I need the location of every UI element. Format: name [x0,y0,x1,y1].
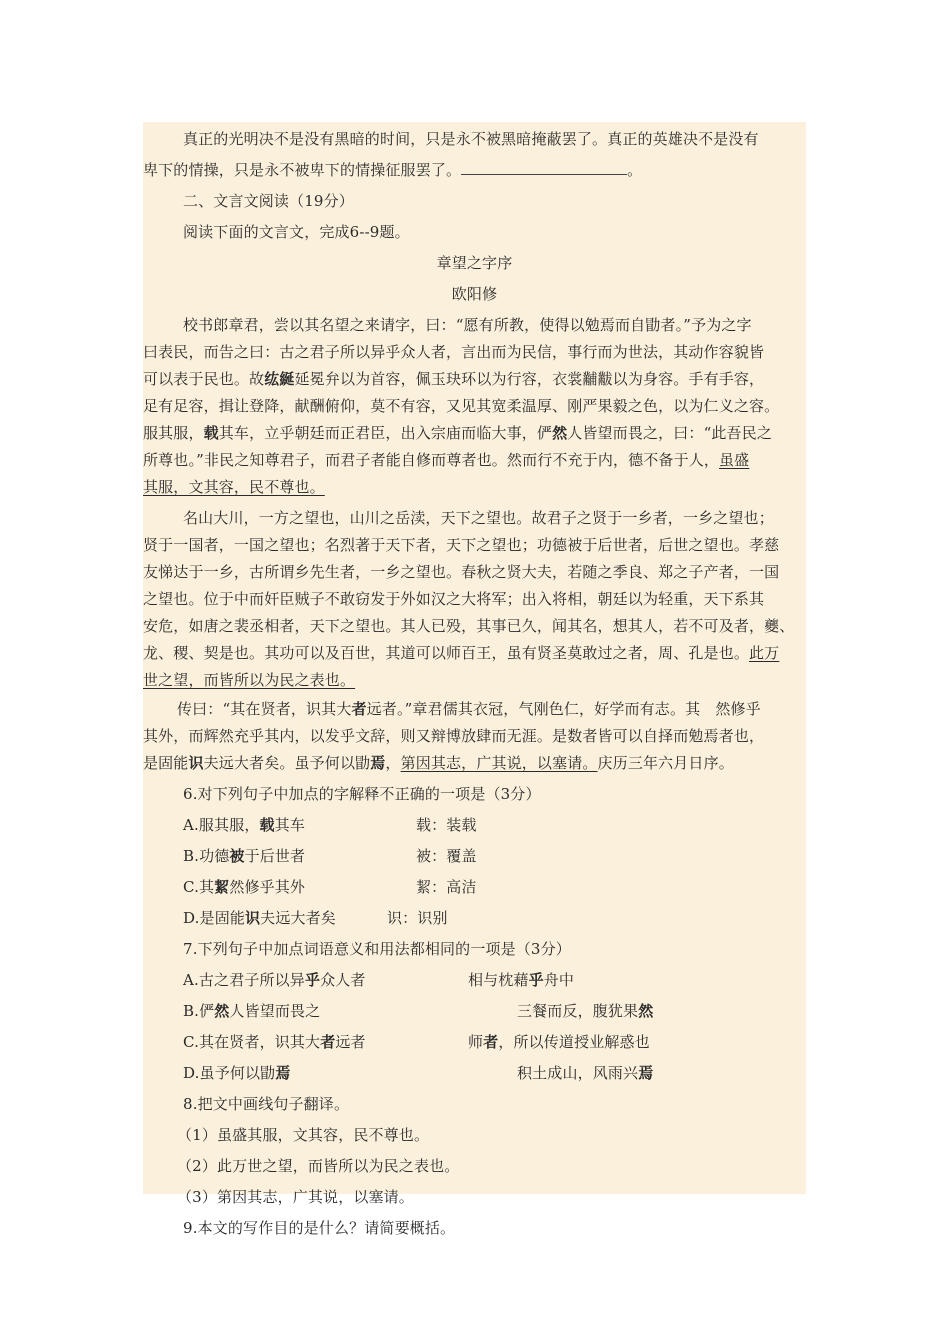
p2-line-1: 名山大川，一方之望也，山川之岳渎，天下之望也。故君子之贤于一乡者，一乡之望也； [183,509,774,527]
section-heading: 二、文言文阅读（19分） [183,192,354,210]
p2-line-4: 之望也。位于中而奸臣贼子不敢窃发于外如汉之大将军；出入将相，朝廷以为轻重，天下系其 [143,590,765,608]
p1-line-5: 服其服，载其车，立乎朝廷而正君臣，出入宗庙而临大事，俨然人皆望而畏之，曰：“此吾民之 [143,424,773,442]
q8-stem: 8.把文中画线句子翻译。 [183,1095,350,1113]
question-7 [143,934,806,1089]
q7-option-d[interactable]: D.虽予何以勖焉 积土成山，风雨兴焉 [183,1064,654,1082]
question-6 [143,779,806,934]
answer-blank[interactable] [461,160,627,175]
dotted-word: 乎 [304,971,321,989]
dotted-word: 者 [483,1033,499,1051]
q6-option-b[interactable]: B.功德被于后世者 被：覆盖 [183,847,477,865]
q6-option-a[interactable]: A.服其服，载其车 载：装载 [183,816,477,834]
p3-line-3: 是固能识夫远大者矣。虽予何以勖焉，第因其志，广其说，以塞请。庆历三年六月日序。 [143,754,734,772]
dotted-word: 焉 [638,1064,654,1082]
p2-line-5: 安危，如唐之裴丞相者，天下之望也。其人已殁，其事已久，闻其名，想其人，若不可及者，夔、 [143,617,795,635]
dotted-word: 识 [188,754,204,772]
underlined-sentence-2: 此万 [749,644,780,662]
dotted-word: 焉 [275,1064,291,1082]
dotted-word: 絜 [214,878,230,896]
dotted-word: 然 [638,1002,654,1020]
p3-line-2: 其外，而辉然充乎其内，以发乎文辞，则又辩博放肆而无涯。是数者皆可以自择而勉焉者也， [143,727,765,745]
p1-line-3: 可以表于民也。故纮綖延冕弁以为首容，佩玉玦环以为行容，衣裳黼黻以为身容。手有手容， [143,370,765,388]
p2-line-2: 贤于一国者，一国之望也；名烈著于天下者，天下之望也；功德被于后世者，后世之望也。孝慈 [143,536,780,554]
q8-item-3: （3）第因其志，广其说，以塞请。 [177,1188,414,1206]
p2-line-3: 友悌达于一乡，古所谓乡先生者，一乡之望也。春秋之贤大夫，若随之季良、郑之子产者，一国 [143,563,780,581]
p3-line-1: 传曰：“其在贤者，识其大者远者。”章君儒其衣冠，气刚色仁，好学而有志。其 然修乎 [177,700,761,718]
q8-item-2: （2）此万世之望，而皆所以为民之表也。 [177,1157,460,1175]
question-8 [143,1089,806,1213]
dotted-word: 载 [259,816,275,834]
dotted-word: 纮綖 [264,370,295,388]
question-9 [143,1213,806,1244]
underlined-sentence-1: 虽盛 [719,451,750,469]
dotted-word: 然 [552,424,568,442]
dotted-word: 者 [351,700,367,718]
p2-line-7 [143,667,806,694]
q7-option-b[interactable]: B.俨然人皆望而畏之 三餐而反，腹犹果然 [183,1002,654,1020]
article-author: 欧阳修 [451,285,498,303]
document-page [143,122,806,1237]
dotted-word: 识 [245,909,261,927]
q6-option-d[interactable]: D.是固能识夫远大者矣 识：识别 [183,909,448,927]
dotted-word: 焉 [370,754,386,772]
q6-stem: 6.对下列句子中加点的字解释不正确的一项是（3分） [183,785,541,803]
dotted-word: 乎 [528,971,544,989]
passage-paragraph-1 [143,312,806,501]
quote-line-1: 真正的光明决不是没有黑暗的时间，只是永不被黑暗掩蔽罢了。真正的英雄决不是没有 [183,130,759,148]
q7-option-c[interactable]: C.其在贤者，识其大者远者 师者，所以传道授业解惑也 [183,1033,650,1051]
dotted-word: 被 [229,847,245,865]
p1-line-2: 曰表民，而告之曰：古之君子所以异乎众人者，言出而为民信，事行而为世法，其动作容貌皆 [143,343,765,361]
underlined-sentence-2-cont: 世之望，而皆所以为民之表也。 [143,671,356,689]
p2-line-6: 龙、稷、契是也。其功可以及百世，其道可以师百王，虽有贤圣莫敢过之者，周、孔是也。此万 [143,644,780,662]
quote-line-2: 卑下的情操，只是永不被卑下的情操征服罢了。 。 [143,161,643,179]
article-title: 章望之字序 [436,254,513,272]
p1-line-6: 所尊也。”非民之知尊君子，而君子者能自修而尊者也。然而行不充于内，德不备于人，虽盛 [143,451,750,469]
underlined-sentence-3: 第因其志，广其说，以塞请。 [400,754,598,772]
q6-option-c[interactable]: C.其絜然修乎其外 絜：高洁 [183,878,477,896]
dotted-word: 者 [320,1033,336,1051]
underlined-sentence-1-cont: 其服，文其容，民不尊也。 [143,478,325,496]
dotted-word: 然 [214,1002,230,1020]
q7-option-a[interactable]: A.古之君子所以异乎众人者 相与枕藉乎舟中 [183,971,575,989]
q9-stem: 9.本文的写作目的是什么？请简要概括。 [183,1219,456,1237]
p1-line-4: 足有足容，揖让登降，献酬俯仰，莫不有容，又见其宽柔温厚、刚严果毅之色，以为仁义之容。 [143,397,780,415]
passage-paragraph-3 [143,696,806,777]
q7-stem: 7.下列句子中加点词语意义和用法都相同的一项是（3分） [183,940,571,958]
q8-item-1: （1）虽盛其服，文其容，民不尊也。 [177,1126,430,1144]
p1-line-1: 校书郎章君，尝以其名望之来请字，曰：“愿有所教，使得以勉焉而自勖者。”予为之字 [183,316,752,334]
passage-paragraph-2 [143,505,806,694]
dotted-word: 载 [203,424,219,442]
reading-instruction: 阅读下面的文言文，完成6--9题。 [183,223,410,241]
p1-line-7 [143,474,806,501]
